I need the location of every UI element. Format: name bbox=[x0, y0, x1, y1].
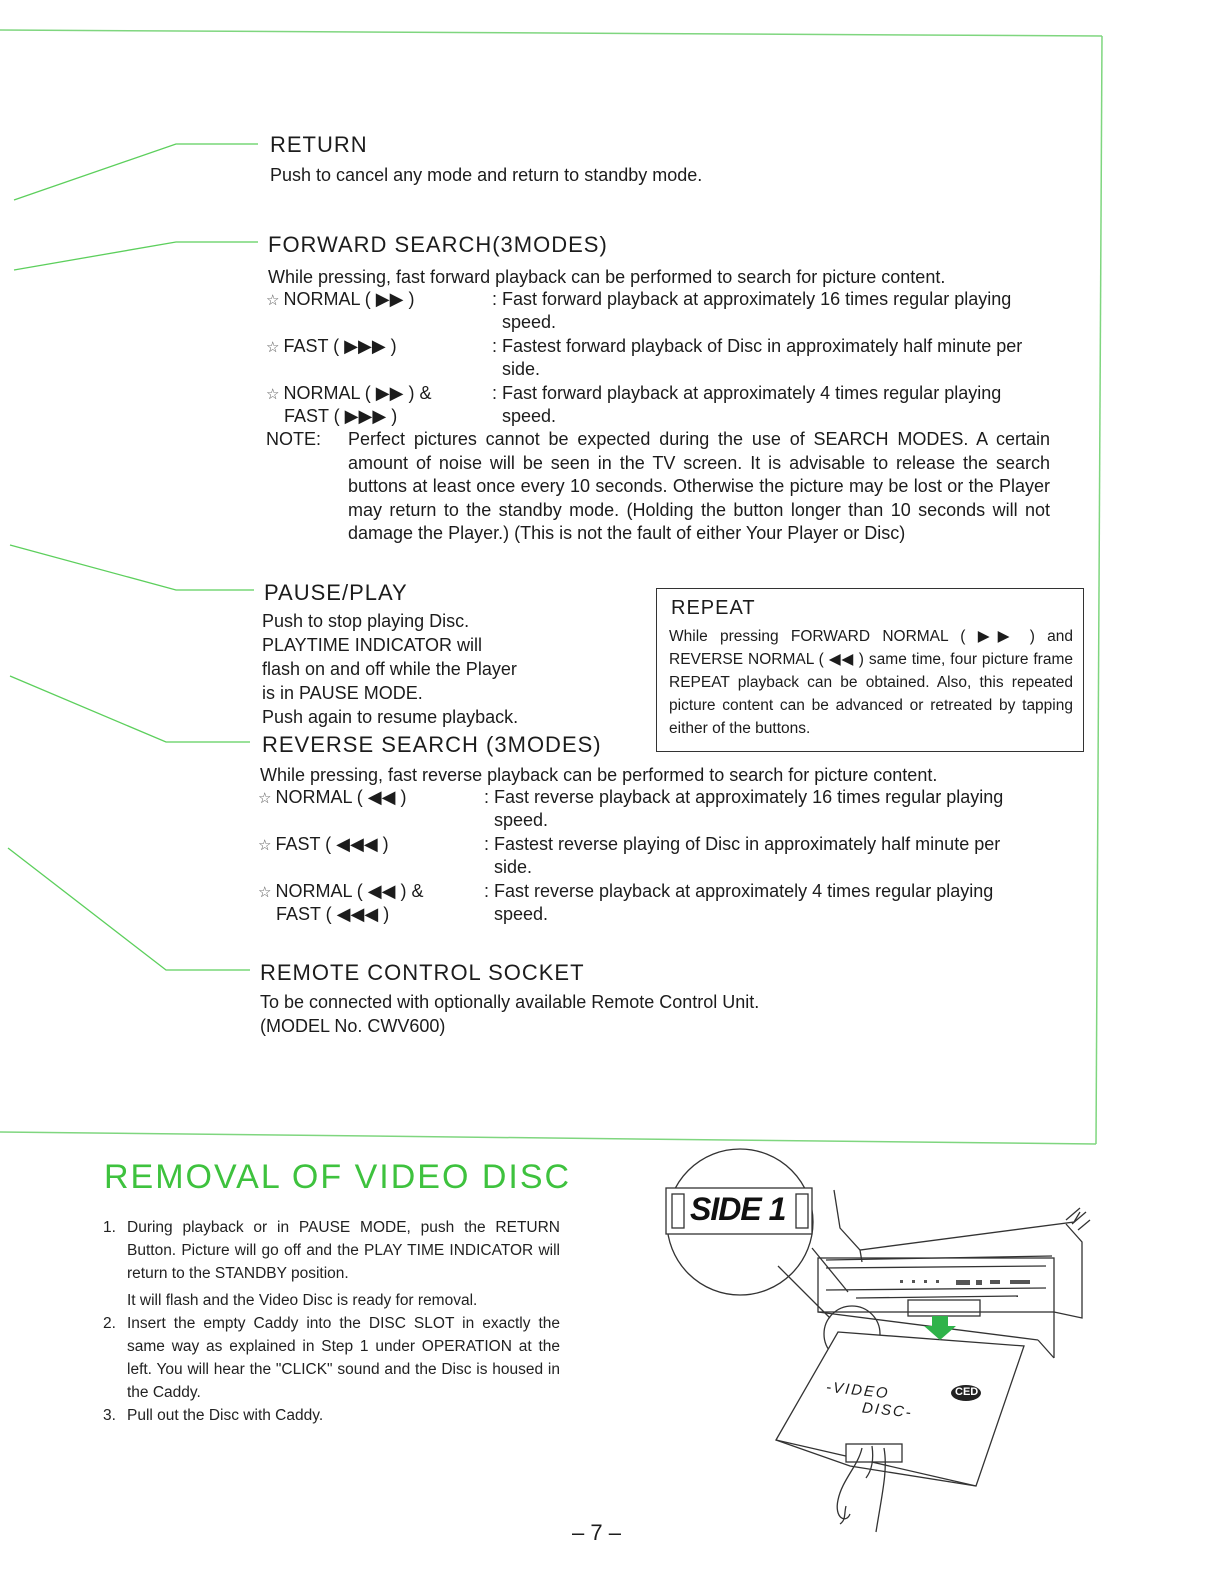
mode-label: NORMAL ( ▶▶ ) bbox=[283, 289, 415, 309]
return-text: Push to cancel any mode and return to standby mode. bbox=[270, 165, 703, 185]
removal-step bbox=[100, 1312, 560, 1404]
mode-label-2: FAST ( ▶▶▶ ) bbox=[284, 406, 398, 426]
page-number: – 7 – bbox=[572, 1520, 621, 1545]
pause-line: flash on and off while the Player bbox=[262, 659, 517, 679]
step-extra: It will flash and the Video Disc is ready for removal. bbox=[127, 1292, 478, 1309]
reverse-mode-normal bbox=[258, 786, 1058, 832]
mode-description: : Fast forward playback at approximately 4 times regular playing speed. bbox=[492, 383, 1002, 426]
pause-line: Push again to resume playback. bbox=[262, 707, 519, 727]
forward-mode-fast bbox=[266, 335, 1066, 381]
reverse-mode-combo bbox=[258, 880, 1058, 926]
removal-step bbox=[100, 1404, 560, 1427]
forward-search-title: FORWARD SEARCH(3MODES) bbox=[268, 232, 608, 257]
mode-label: NORMAL ( ◀◀ ) & bbox=[275, 881, 424, 901]
mode-label: NORMAL ( ◀◀ ) bbox=[275, 787, 407, 807]
step-text: During playback or in PAUSE MODE, push the RETURN Button. Picture will go off and the PLAY TIME INDICATOR will return to the STANDBY position. bbox=[127, 1219, 560, 1282]
star-icon: ☆ bbox=[266, 386, 280, 403]
removal-title: REMOVAL OF VIDEO DISC bbox=[104, 1158, 572, 1196]
remote-socket-title: REMOTE CONTROL SOCKET bbox=[260, 960, 585, 985]
forward-mode-normal bbox=[266, 288, 1066, 334]
star-icon: ☆ bbox=[258, 837, 272, 854]
star-icon: ☆ bbox=[258, 884, 272, 901]
step-text: Pull out the Disc with Caddy. bbox=[127, 1407, 324, 1424]
repeat-box bbox=[656, 588, 1084, 752]
caddy-label-video: -VIDEO bbox=[825, 1378, 891, 1403]
return-title: RETURN bbox=[270, 132, 368, 157]
reverse-search-title: REVERSE SEARCH (3MODES) bbox=[262, 732, 602, 757]
remote-line: To be connected with optionally available Remote Control Unit. bbox=[260, 992, 760, 1012]
star-icon: ☆ bbox=[266, 339, 280, 356]
star-icon: ☆ bbox=[266, 292, 280, 309]
control-panel-dots bbox=[900, 1280, 1030, 1285]
mode-description: : Fastest reverse playing of Disc in approximately half minute per side. bbox=[484, 834, 1001, 877]
mode-description: : Fastest forward playback of Disc in approximately half minute per side. bbox=[492, 336, 1023, 379]
forward-mode-combo bbox=[266, 382, 1066, 428]
mode-label: NORMAL ( ▶▶ ) & bbox=[283, 383, 432, 403]
removal-steps bbox=[100, 1216, 560, 1427]
ced-logo-text: CED bbox=[955, 1386, 979, 1398]
note-label: NOTE: bbox=[266, 429, 322, 449]
mode-label-2: FAST ( ◀◀◀ ) bbox=[276, 904, 390, 924]
pause-line: PLAYTIME INDICATOR will bbox=[262, 635, 483, 655]
reverse-mode-fast bbox=[258, 833, 1058, 879]
side-1-label: SIDE 1 bbox=[690, 1191, 786, 1227]
pause-line: is in PAUSE MODE. bbox=[262, 683, 423, 703]
step-number: 3. bbox=[103, 1407, 116, 1424]
mode-label: FAST ( ◀◀◀ ) bbox=[275, 834, 389, 854]
mode-description: : Fast forward playback at approximately 16 times regular playing speed. bbox=[492, 289, 1012, 332]
caddy-label-disc: DISC- bbox=[861, 1399, 914, 1422]
pause-line: Push to stop playing Disc. bbox=[262, 611, 470, 631]
pause-play-title: PAUSE/PLAY bbox=[264, 580, 408, 605]
step-number: 2. bbox=[103, 1315, 116, 1332]
mode-label: FAST ( ▶▶▶ ) bbox=[283, 336, 397, 356]
reverse-search-intro: While pressing, fast reverse playback can be performed to search for picture content. bbox=[260, 765, 938, 785]
removal-step bbox=[100, 1216, 560, 1312]
down-arrow-icon bbox=[924, 1316, 956, 1340]
note-text: Perfect pictures cannot be expected during the use of SEARCH MODES. A certain amount of noise will be seen in the TV screen. It is advisable to release the search buttons at least once every 10 seconds. Otherwise the picture may be lost or the Player may return to the standby mode. (Holding the button longer than 10 seconds will not damage the Player.) (This is not the fault of either Your Player or Disc) bbox=[348, 429, 1050, 543]
mode-description: : Fast reverse playback at approximately 16 times regular playing speed. bbox=[484, 787, 1004, 830]
forward-search-intro: While pressing, fast forward playback can be performed to search for picture content. bbox=[268, 267, 946, 287]
pause-play-text bbox=[262, 609, 518, 729]
star-icon: ☆ bbox=[258, 790, 272, 807]
repeat-title: REPEAT bbox=[671, 597, 756, 619]
step-number: 1. bbox=[103, 1219, 116, 1236]
remote-socket-text bbox=[260, 990, 759, 1038]
remote-line: (MODEL No. CWV600) bbox=[260, 1016, 446, 1036]
mode-description: : Fast reverse playback at approximately 4 times regular playing speed. bbox=[484, 881, 994, 924]
step-text: Insert the empty Caddy into the DISC SLOT in exactly the same way as explained in Step 1 under OPERATION at the left. You will hear the "CLICK" sound and the Disc is housed in the Caddy. bbox=[127, 1315, 560, 1401]
repeat-text: While pressing FORWARD NORMAL ( ▶▶ ) and REVERSE NORMAL ( ◀◀ ) same time, four picture frame REPEAT playback can be obtained. Also, this repeated picture content can be advanced or retreated by tapping either of the buttons. bbox=[669, 628, 1073, 737]
